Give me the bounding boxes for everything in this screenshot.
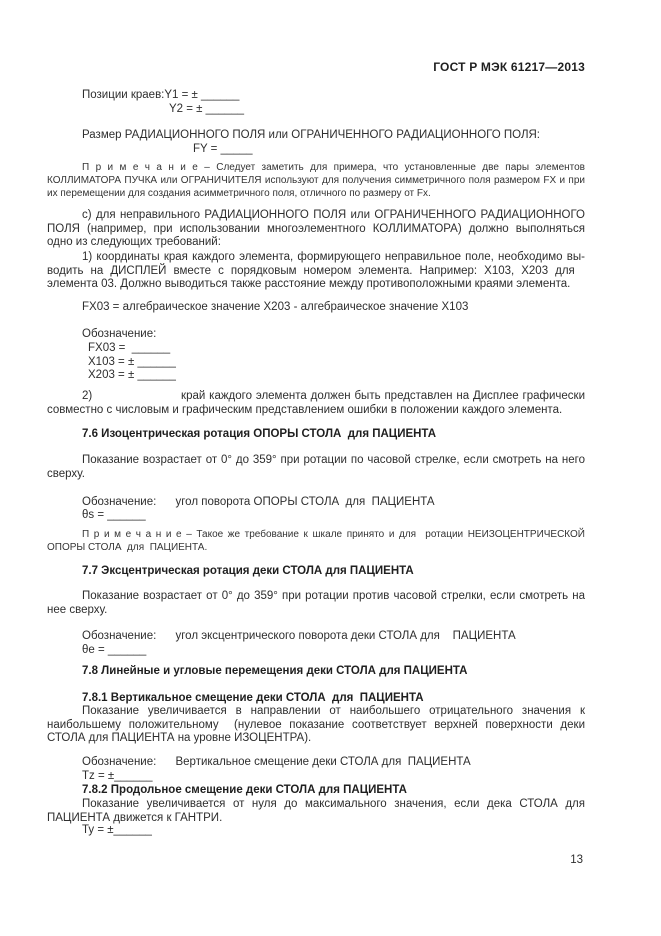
section-7-6-body: Показание возрастает от 0° до 359° при ротации по часовой стрелке, если смотреть на него сверху. xyxy=(47,454,585,480)
edge-position-y2-line: Y2 = ± ______ xyxy=(169,103,245,115)
section-7-8-1-symbol-line: Tz = ±______ xyxy=(82,770,153,782)
designation-fx03-line: FX03 = ______ xyxy=(88,342,171,354)
item-c2-paragraph: 2) край каждого элемента должен быть представлен на Дисплее графически совместно с числовым и графическим представлением ошибки в положении каждого элемента. xyxy=(47,390,585,416)
section-7-8-title: 7.8 Линейные и угловые перемещения деки СТОЛА для ПАЦИЕНТА xyxy=(82,665,468,677)
designation-x103-line: X103 = ± ______ xyxy=(88,356,176,368)
section-7-6-note: П р и м е ч а н и е – Такое же требование к шкале принято и для ротации НЕИЗОЦЕНТРИЧЕСКОЙ ОПОРЫ СТОЛА для ПАЦИЕНТА. xyxy=(47,529,585,553)
section-7-7-title: 7.7 Эксцентрическая ротация деки СТОЛА для ПАЦИЕНТА xyxy=(82,565,414,577)
designation-x203-line: X203 = ± ______ xyxy=(88,369,176,381)
edge-position-y1-line: Позиции краев:Y1 = ± ______ xyxy=(82,89,240,101)
section-7-7-body: Показание возрастает от 0° до 359° при ротации против часовой стрелки, если смотреть на нее сверху. xyxy=(47,590,585,616)
section-7-8-2-body: Показание увеличивается от нуля до максимального значения, если дека СТОЛА для ПАЦИЕНТА движется к ГАНТРИ. xyxy=(47,798,585,824)
field-size-line: Размер РАДИАЦИОННОГО ПОЛЯ или ОГРАНИЧЕННОГО РАДИАЦИОННОГО ПОЛЯ: xyxy=(82,129,541,141)
section-7-6-designation: Обозначение: угол поворота ОПОРЫ СТОЛА для ПАЦИЕНТА xyxy=(82,496,435,508)
section-7-7-designation: Обозначение: угол эксцентрического поворота деки СТОЛА для ПАЦИЕНТА xyxy=(82,630,516,642)
standard-designation-header: ГОСТ Р МЭК 61217—2013 xyxy=(433,60,585,74)
note-fx-pairs: П р и м е ч а н и е – Следует заметить для примера, что установленные две пары элементов КОЛЛИМАТОРА ПУЧКА или ОГРАНИЧИТЕЛЯ используют для получения симметричного поля размером FX и при их перемещении для создания асимметричного поля, отличного по размеру от Fx. xyxy=(47,162,585,199)
section-7-8-2-symbol-line: Ty = ±______ xyxy=(82,824,152,836)
section-7-8-1-title: 7.8.1 Вертикальное смещение деки СТОЛА для ПАЦИЕНТА xyxy=(82,692,424,704)
section-7-6-title: 7.6 Изоцентрическая ротация ОПОРЫ СТОЛА для ПАЦИЕНТА xyxy=(82,428,437,440)
section-7-8-1-body: Показание увеличивается в направлении от наибольшего отрицательного значения к наибольшему положительному (нулевое показание соответствует верхней поверхности деки СТОЛА для ПАЦИЕНТА на уровне ИЗОЦЕНТРА). xyxy=(47,705,585,744)
section-7-8-1-designation: Обозначение: Вертикальное смещение деки СТОЛА для ПАЦИЕНТА xyxy=(82,756,471,768)
section-7-7-symbol-line: θe = ______ xyxy=(82,644,147,656)
section-7-8-2-title: 7.8.2 Продольное смещение деки СТОЛА для ПАЦИЕНТА xyxy=(82,784,407,796)
item-c1-paragraph: 1) координаты края каждого элемента, формирующего неправильное поле, необходимо выводить на ДИСПЛЕЙ вместе с порядковым номером элемента. Например: X103, X203 для элемента 03. Должно выводиться также расстояние между противоположными краями элемента. xyxy=(47,251,585,290)
section-7-6-symbol-line: θs = ______ xyxy=(82,509,146,521)
field-size-fy-line: FY = _____ xyxy=(193,143,253,155)
item-c-paragraph: c) для неправильного РАДИАЦИОННОГО ПОЛЯ или ОГРАНИЧЕННОГО РАДИАЦИОННОГО ПОЛЯ (например, при использовании многоэлементного КОЛЛИМАТОРА) должно выполняться одно из следующих требований: xyxy=(47,209,585,248)
page-number: 13 xyxy=(570,854,583,866)
fx03-formula-line: FX03 = алгебраическое значение X203 - алгебраическое значение X103 xyxy=(82,301,469,313)
designation-label: Обозначение: xyxy=(82,328,157,340)
